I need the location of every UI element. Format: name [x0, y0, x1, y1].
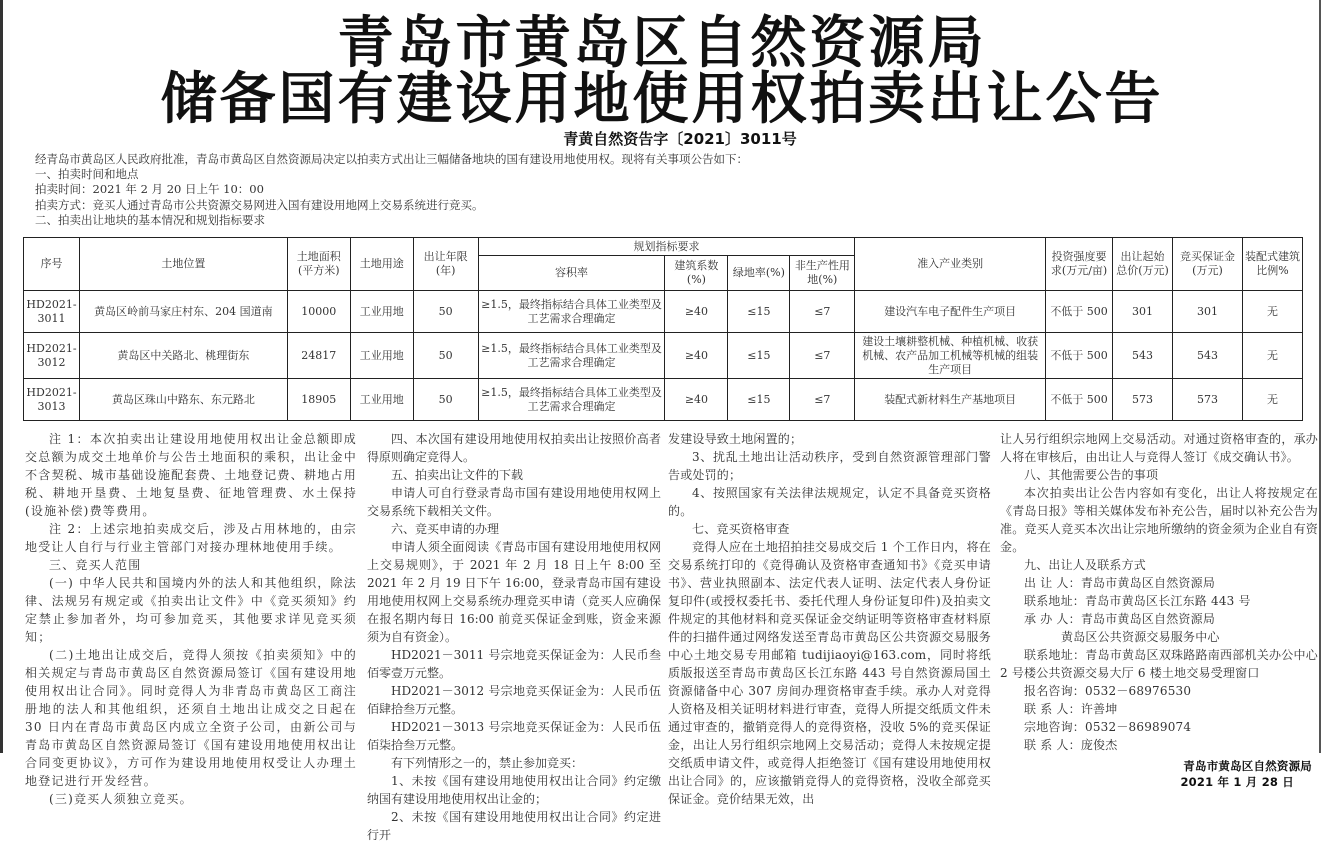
th-deposit: 竞买保证金(万元) [1172, 238, 1242, 291]
land-parcel-table [23, 237, 1303, 421]
paragraph: 八、其他需要公告的事项 [1024, 468, 1159, 482]
cell-deposit: 543 [1172, 333, 1242, 379]
paragraph: 联 系 人：庞俊杰 [1024, 738, 1118, 752]
paragraph: 有下列情形之一的，禁止参加竞买： [391, 756, 584, 770]
th-invest: 投资强度要求(万元/亩) [1046, 238, 1113, 291]
cell-invest: 不低于 500 [1046, 379, 1113, 421]
th-planning: 规划指标要求 [478, 238, 855, 256]
cell-location: 黄岛区珠山中路东、东元路北 [79, 379, 287, 421]
paragraph: 3、扰乱土地出让活动秩序，受到自然资源管理部门警告或处罚的； [668, 450, 991, 482]
th-nonprod: 非生产性用地(%) [790, 256, 855, 291]
cell-use: 工业用地 [350, 333, 413, 379]
cell-coverage: ≥40 [665, 379, 728, 421]
paragraph: HD2021－3013 号宗地竞买保证金为：人民币伍佰柒拾叁万元整。 [367, 720, 661, 752]
table-row [24, 291, 1303, 333]
title-line-2: 储备国有建设用地使用权拍卖出让公告 [160, 67, 1164, 132]
cell-nonprod: ≤7 [790, 379, 855, 421]
cell-years: 50 [413, 379, 478, 421]
intro-line: 一、拍卖时间和地点 [35, 167, 139, 182]
cell-prefab: 无 [1242, 291, 1302, 333]
cell-area: 10000 [287, 291, 350, 333]
paragraph: 竞得人应在土地招拍挂交易成交后 1 个工作日内，将在交易系统打印的《竞得确认及资格审查通知书》《竞买申请书》、营业执照副本、法定代表人证明、法定代表人身份证复印件(或授权委托书、委托代理人身份证复印件)及拍卖文件规定的其他材料和竞买保证金交纳证明等资格审查材料原件的扫描件通过网络发送至青岛市黄岛区公共资源交易服务中心土地交易专用邮箱 tudijiaoyi@163.com，同时将纸质版报送至青岛市黄岛区长江东路 443 号自然资源局国土资源储备中心 307 房间办理资格审查手续。承办人对竞得人资格及相关证明材料进行审查，竞得人所提交纸质文件未通过审查的，撤销竞得人的竞得资格，没收 5%的竞买保证金，出让人另行组织宗地网上交易活动；竞得人未按规定提交纸质申请文件，或竞得人拒绝签订《国有建设用地使用权出让合同》的，应该撤销竞得人的竞得资格，没收全部竞买保证金。竞价结果无效，出 [668, 540, 991, 806]
cell-seq: HD2021-3011 [24, 291, 80, 333]
cell-far: ≥1.5，最终指标结合具体工业类型及工艺需求合理确定 [478, 291, 665, 333]
paragraph: 本次拍卖出让公告内容如有变化，出让人将按规定在《青岛日报》等相关媒体发布补充公告，届时以补充公告为准。竞买人竞买本次出让宗地所缴纳的资金须为企业自有资金。 [1000, 486, 1318, 554]
cell-location: 黄岛区中关路北、桃理街东 [79, 333, 287, 379]
cell-coverage: ≥40 [665, 291, 728, 333]
intro [35, 152, 748, 228]
th-coverage: 建筑系数(%) [665, 256, 728, 291]
cell-area: 24817 [287, 333, 350, 379]
paragraph: 联 系 人：许善坤 [1024, 702, 1118, 716]
title-line-1: 青岛市黄岛区自然资源局 [337, 11, 987, 76]
cell-nonprod: ≤7 [790, 333, 855, 379]
signature-org: 青岛市黄岛区自然资源局 [1183, 759, 1312, 773]
cell-prefab: 无 [1242, 333, 1302, 379]
paragraph: 1、未按《国有建设用地使用权出让合同》约定缴纳国有建设用地使用权出让金的； [367, 774, 661, 806]
cell-invest: 不低于 500 [1046, 291, 1113, 333]
cell-use: 工业用地 [350, 291, 413, 333]
paragraph: 联系地址：青岛市黄岛区双珠路路南西部机关办公中心 2 号楼公共资源交易大厅 6 楼土地交易受理窗口 [1000, 648, 1318, 680]
document-number: 青黄自然资告字〔2021〕3011号 [563, 130, 797, 148]
th-seq: 序号 [24, 238, 80, 291]
cell-years: 50 [413, 291, 478, 333]
cell-deposit: 573 [1172, 379, 1242, 421]
table-row [24, 379, 1303, 421]
cell-price: 543 [1113, 333, 1173, 379]
paragraph: 联系地址：青岛市黄岛区长江东路 443 号 [1024, 594, 1251, 608]
cell-far: ≥1.5，最终指标结合具体工业类型及工艺需求合理确定 [478, 379, 665, 421]
column-3 [668, 430, 991, 808]
cell-industry: 装配式新材料生产基地项目 [855, 379, 1046, 421]
signature-date: 2021 年 1 月 28 日 [1180, 775, 1294, 789]
cell-green: ≤15 [728, 333, 790, 379]
cell-far: ≥1.5，最终指标结合具体工业类型及工艺需求合理确定 [478, 333, 665, 379]
intro-line: 拍卖方式：竞买人通过青岛市公共资源交易网进入国有建设用地网上交易系统进行竞买。 [35, 197, 484, 212]
paragraph: 注 2：上述宗地拍卖成交后，涉及占用林地的，由宗地受让人自行与行业主管部门对接办理林地使用手续。 [25, 522, 357, 554]
paragraph: 2、未按《国有建设用地使用权出让合同》约定进行开 [367, 810, 661, 842]
cell-seq: HD2021-3012 [24, 333, 80, 379]
paragraph: 出 让 人：青岛市黄岛区自然资源局 [1024, 576, 1216, 590]
cell-industry: 建设汽车电子配件生产项目 [855, 291, 1046, 333]
paragraph: 三、竞买人范围 [49, 558, 142, 572]
cell-coverage: ≥40 [665, 333, 728, 379]
paragraph: 五、拍卖出让文件的下载 [391, 468, 524, 482]
cell-industry: 建设土壤耕整机械、种植机械、收获机械、农产品加工机械等机械的组装生产项目 [855, 333, 1046, 379]
paragraph: 四、本次国有建设用地使用权拍卖出让按照价高者得原则确定竞得人。 [367, 432, 661, 464]
th-area: 土地面积(平方米) [287, 238, 350, 291]
th-price: 出让起始总价(万元) [1113, 238, 1173, 291]
cell-price: 573 [1113, 379, 1173, 421]
cell-location: 黄岛区岭前马家庄村东、204 国道南 [79, 291, 287, 333]
paragraph: 黄岛区公共资源交易服务中心 [1000, 630, 1220, 644]
th-use: 土地用途 [350, 238, 413, 291]
table-row [24, 333, 1303, 379]
cell-price: 301 [1113, 291, 1173, 333]
paragraph: 承 办 人：青岛市黄岛区自然资源局 [1024, 612, 1216, 626]
paragraph: 注 1：本次拍卖出让建设用地使用权出让金总额即成交总额为成交土地单价与公告土地面积的乘积，出让金中不含契税、城市基础设施配套费、土地登记费、耕地占用税、耕地开垦费、土地复垦费、征地管理费、水土保持(设施补偿)费等费用。 [25, 432, 357, 518]
paragraph: 七、竞买资格审查 [692, 522, 790, 536]
th-far: 容积率 [478, 256, 665, 291]
paragraph: 报名咨询：0532－68976530 [1024, 684, 1192, 698]
paragraph: HD2021－3011 号宗地竞买保证金为：人民币叁佰零壹万元整。 [367, 648, 661, 680]
th-prefab: 装配式建筑比例% [1242, 238, 1302, 291]
cell-green: ≤15 [728, 291, 790, 333]
cell-seq: HD2021-3013 [24, 379, 80, 421]
intro-line: 经青岛市黄岛区人民政府批准，青岛市黄岛区自然资源局决定以拍卖方式出让三幅储备地块的国有建设用地使用权。现将有关事项公告如下： [35, 152, 748, 166]
paragraph: 让人另行组织宗地网上交易活动。对通过资格审查的，承办人将在审核后，由出让人与竞得人签订《成交确认书》。 [1000, 432, 1318, 464]
paragraph: 六、竞买申请的办理 [391, 522, 500, 536]
cell-prefab: 无 [1242, 379, 1302, 421]
cell-green: ≤15 [728, 379, 790, 421]
intro-line: 拍卖时间：2021 年 2 月 20 日上午 10：00 [35, 182, 264, 197]
th-years: 出让年限(年) [413, 238, 478, 291]
paragraph: (二)土地出让成交后，竞得人须按《拍卖须知》中的相关规定与青岛市黄岛区自然资源局签订《国有建设用地使用权出让合同》。同时竞得人为非青岛市黄岛区工商注册地的法人和其他组织，还须自土地出让成交之日起在 30 日内在青岛市黄岛区内成立全资子公司，由新公司与青岛市黄岛区自然资源局签订《国有建设用地使用权出让合同变更协议》，方可作为建设用地使用权受让人办理土地登记进行开发经营。 [25, 648, 357, 788]
paragraph: 九、出让人及联系方式 [1024, 558, 1147, 572]
paragraph: HD2021－3012 号宗地竞买保证金为：人民币伍佰肆拾叁万元整。 [367, 684, 661, 716]
th-location: 土地位置 [79, 238, 287, 291]
cell-deposit: 301 [1172, 291, 1242, 333]
cell-invest: 不低于 500 [1046, 333, 1113, 379]
paragraph: 宗地咨询：0532－86989074 [1024, 720, 1192, 734]
th-industry: 准入产业类别 [855, 238, 1046, 291]
paragraph: 4、按照国家有关法律法规规定，认定不具备竞买资格的。 [668, 486, 991, 518]
paragraph: 申请人可自行登录青岛市国有建设用地使用权网上交易系统下载相关文件。 [367, 486, 661, 518]
paragraph: (一) 中华人民共和国境内外的法人和其他组织，除法律、法规另有规定或《拍卖出让文件》中《竞买须知》约定禁止参加者外，均可参加竞买，其他要求详见竞买须知； [25, 576, 357, 644]
intro-line: 二、拍卖出让地块的基本情况和规划指标要求 [35, 212, 265, 227]
paragraph: 发建设导致土地闲置的； [668, 432, 803, 446]
cell-nonprod: ≤7 [790, 291, 855, 333]
cell-use: 工业用地 [350, 379, 413, 421]
paragraph: 申请人须全面阅读《青岛市国有建设用地使用权网上交易规则》，于 2021 年 2 月 18 日上午 8:00 至 2021 年 2 月 19 日下午 16:00，登录青岛市国有建设用地使用权网上交易系统办理竞买申请（竞买人应确保在报名期内每日 16:00 前竞买保证金到账，资金来源须为自有资金）。 [367, 540, 661, 644]
paragraph: (三)竞买人须独立竞买。 [49, 792, 193, 806]
column-4 [1000, 430, 1318, 790]
column-2 [367, 430, 661, 844]
cell-years: 50 [413, 333, 478, 379]
column-1 [25, 430, 357, 808]
cell-area: 18905 [287, 379, 350, 421]
th-green: 绿地率(%) [728, 256, 790, 291]
